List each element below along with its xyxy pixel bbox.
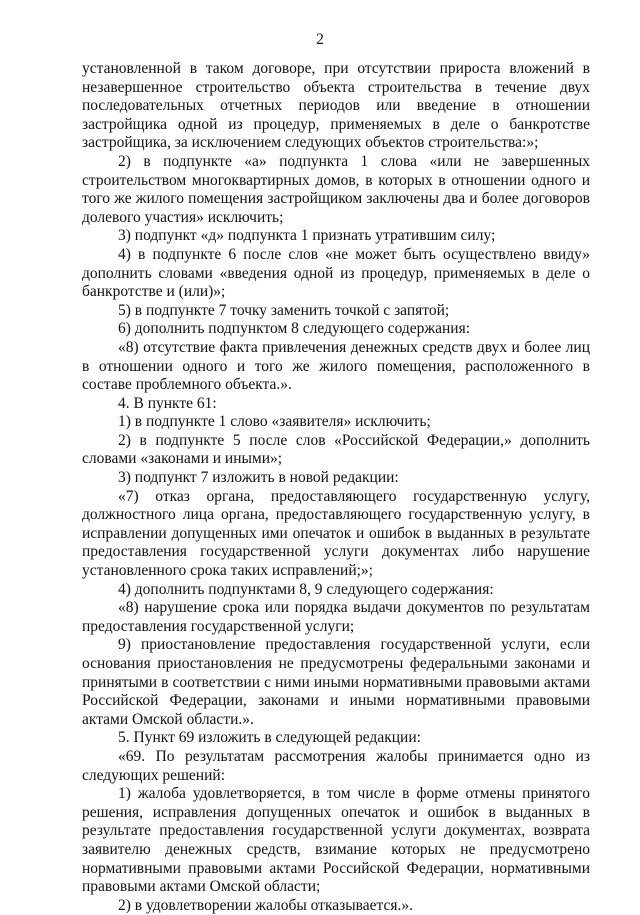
paragraph: «8) отсутствие факта привлечения денежных средств двух и более лиц в отношении одного и того же жилого помещения, расположенного в составе проблемного объекта.». xyxy=(82,338,590,394)
paragraph: «7) отказ органа, предоставляющего государственную услугу, должностного лица органа, предоставляющего государственную услугу, в исправлении допущенных ими опечаток и ошибок в выданных в результате предоставления государственной услуги документах либо нарушение установленного срока таких исправлений;»; xyxy=(82,487,590,580)
paragraph: 4) в подпункте 6 после слов «не может быть осуществлено ввиду» дополнить словами «введения одной из процедур, применяемых в деле о банкротстве и (или)»; xyxy=(82,245,590,301)
paragraph: 4) дополнить подпунктами 8, 9 следующего содержания: xyxy=(118,580,494,598)
paragraph: 9) приостановление предоставления государственной услуги, если основания приостановления не предусмотрены федеральными законами и принятыми в соответствии с ними иными нормативными правовыми актами Российской Федерации, законами и иными нормативными правовыми актами Омской области.». xyxy=(82,636,590,728)
paragraph: 2) в удовлетворении жалобы отказывается.». xyxy=(118,896,414,914)
paragraph: 3) подпункт «д» подпункта 1 признать утратившим силу; xyxy=(118,227,496,245)
paragraph: 2) в подпункте 5 после слов «Российской Федерации,» дополнить словами «законами и иными»; xyxy=(82,431,590,468)
paragraph: 5) в подпункте 7 точку заменить точкой с запятой; xyxy=(118,301,450,319)
paragraph: «69. По результатам рассмотрения жалобы принимается одно из следующих решений: xyxy=(82,747,590,784)
page-number: 2 xyxy=(316,31,324,48)
paragraph: 3) подпункт 7 изложить в новой редакции: xyxy=(118,469,399,487)
paragraph: «8) нарушение срока или порядка выдачи документов по результатам предоставления государственной услуги; xyxy=(82,599,590,635)
paragraph: 2) в подпункте «а» подпункта 1 слова «или не завершенных строительством многоквартирных домов, в которых в отношении одного и того же жилого помещения застройщиком заключены два и более договоров долевого участия» исключить; xyxy=(82,152,590,226)
paragraph: 1) в подпункте 1 слово «заявителя» исключить; xyxy=(118,413,431,431)
paragraph: 5. Пункт 69 изложить в следующей редакции: xyxy=(118,729,421,747)
paragraph: 6) дополнить подпунктом 8 следующего содержания: xyxy=(118,320,471,338)
paragraph: 1) жалоба удовлетворяется, в том числе в форме отмены принятого решения, исправления допущенных опечаток и ошибок в выданных в результате предоставления государственной услуги документах, возврата заявителю денежных средств, взимание которых не предусмотрено нормативными правовыми актами Российской Федерации, нормативными правовыми актами Омской области; xyxy=(82,785,590,896)
document-body xyxy=(82,60,590,915)
paragraph: 4. В пункте 61: xyxy=(118,394,217,412)
paragraph: установленной в таком договоре, при отсутствии прироста вложений в незавершенное строительство объекта строительства в течение двух последовательных отчетных периодов или введение в отношении застройщика одной из процедур, применяемых в деле о банкротстве застройщика, за исключением следующих объектов строительства:»; xyxy=(82,60,590,152)
